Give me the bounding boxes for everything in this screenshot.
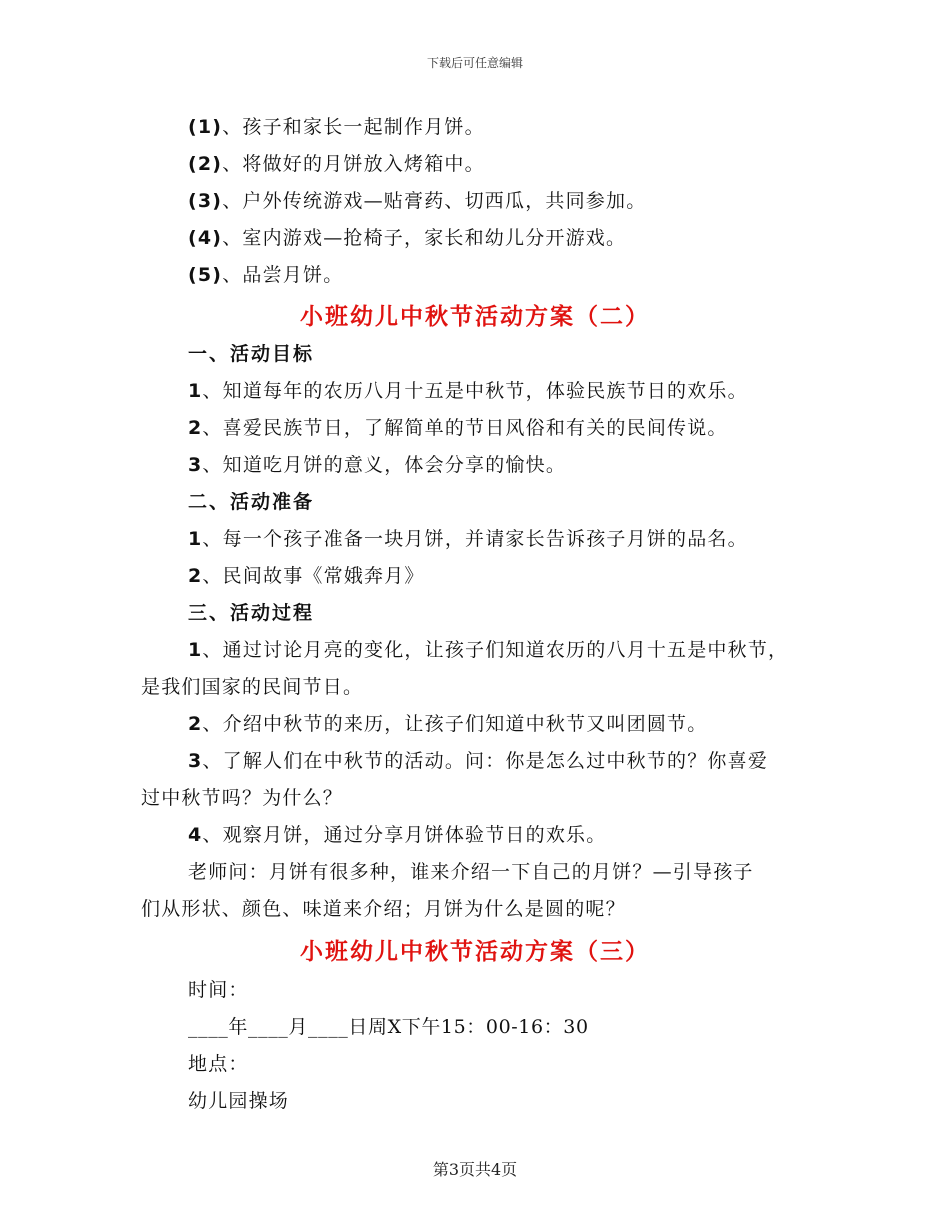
teacher-question: 老师问：月饼有很多种，谁来介绍一下自己的月饼？—引导孩子 — [188, 861, 754, 883]
step-item — [188, 114, 485, 140]
goal-text: 、知道吃月饼的意义，体会分享的愉快。 — [202, 454, 567, 476]
prep-text: 、每一个孩子准备一块月饼，并请家长告诉孩子月饼的品名。 — [202, 528, 748, 550]
prep-number: 1 — [188, 528, 203, 550]
place-value: 幼儿园操场 — [188, 1090, 290, 1112]
time-label: 时间： — [188, 979, 249, 1001]
prep-text: 、民间故事《常娥奔月》 — [202, 565, 425, 587]
step-number: (4) — [188, 227, 223, 249]
section-title-plan2: 小班幼儿中秋节活动方案（二） — [300, 304, 650, 330]
section-title-plan3: 小班幼儿中秋节活动方案（三） — [300, 939, 650, 965]
process-item — [188, 822, 606, 848]
time-value: ____年____月____日周X下午15：00-16：30 — [188, 1016, 589, 1038]
prep-item — [188, 563, 425, 589]
step-item — [188, 225, 626, 251]
step-text: 、孩子和家长一起制作月饼。 — [222, 116, 485, 138]
goal-number: 2 — [188, 417, 203, 439]
process-text: 、介绍中秋节的来历，让孩子们知道中秋节又叫团圆节。 — [202, 713, 708, 735]
process-text: 、观察月饼，通过分享月饼体验节日的欢乐。 — [202, 824, 607, 846]
step-text: 、将做好的月饼放入烤箱中。 — [222, 153, 485, 175]
process-continuation: 过中秋节吗？为什么？ — [141, 787, 344, 809]
goal-number: 1 — [188, 380, 203, 402]
process-text: 、了解人们在中秋节的活动。问：你是怎么过中秋节的？你喜爱 — [202, 750, 769, 772]
prep-heading: 二、活动准备 — [188, 491, 315, 513]
step-text: 、品尝月饼。 — [222, 264, 344, 286]
process-number: 1 — [188, 639, 203, 661]
goals-heading: 一、活动目标 — [188, 343, 315, 365]
step-item — [188, 151, 485, 177]
process-number: 4 — [188, 824, 203, 846]
step-item — [188, 262, 343, 288]
step-text: 、室内游戏—抢椅子，家长和幼儿分开游戏。 — [222, 227, 627, 249]
step-number: (2) — [188, 153, 223, 175]
step-number: (5) — [188, 264, 223, 286]
header-note: 下载后可任意编辑 — [426, 56, 523, 70]
teacher-question-continuation: 们从形状、颜色、味道来介绍；月饼为什么是圆的呢？ — [141, 898, 626, 920]
process-continuation: 是我们国家的民间节日。 — [141, 676, 364, 698]
process-item — [188, 711, 707, 737]
goal-text: 、喜爱民族节日，了解简单的节日风俗和有关的民间传说。 — [202, 417, 728, 439]
process-heading: 三、活动过程 — [188, 602, 315, 624]
process-item — [188, 748, 768, 774]
goal-number: 3 — [188, 454, 203, 476]
page-number: 第3页共4页 — [432, 1160, 518, 1179]
process-text: 、通过讨论月亮的变化，让孩子们知道农历的八月十五是中秋节， — [202, 639, 789, 661]
step-text: 、户外传统游戏—贴膏药、切西瓜，共同参加。 — [222, 190, 647, 212]
process-item — [188, 637, 788, 663]
prep-item — [188, 526, 748, 552]
goal-item — [188, 378, 748, 404]
goal-item — [188, 415, 728, 441]
goal-text: 、知道每年的农历八月十五是中秋节，体验民族节日的欢乐。 — [202, 380, 748, 402]
goal-item — [188, 452, 566, 478]
prep-number: 2 — [188, 565, 203, 587]
process-number: 3 — [188, 750, 203, 772]
step-number: (3) — [188, 190, 223, 212]
place-label: 地点： — [188, 1053, 249, 1075]
process-number: 2 — [188, 713, 203, 735]
step-item — [188, 188, 646, 214]
step-number: (1) — [188, 116, 223, 138]
